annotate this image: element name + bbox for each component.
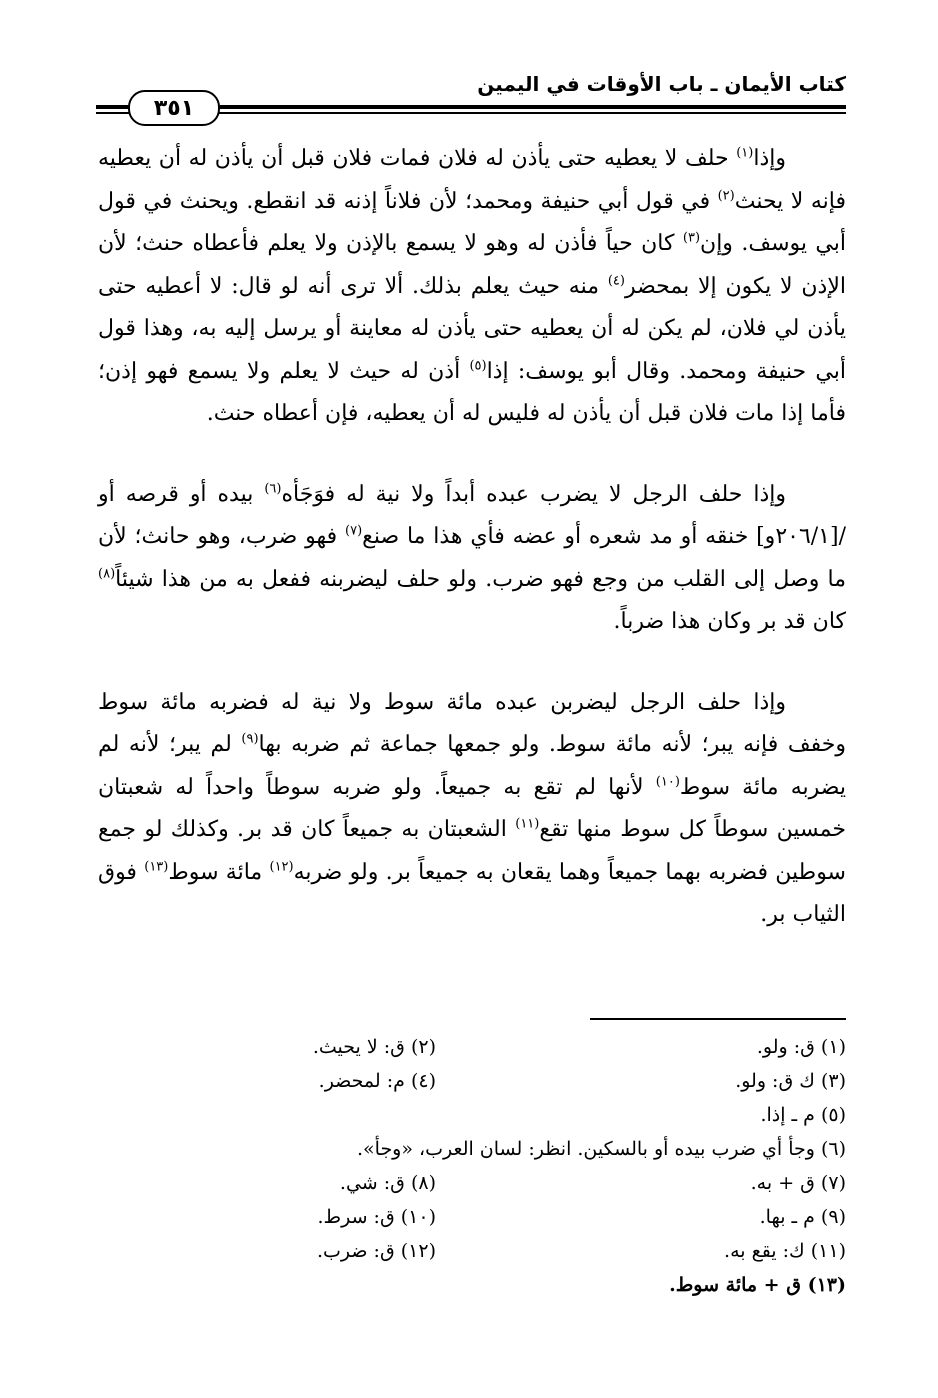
footnote: (٧) ق + به.	[750, 1172, 846, 1194]
footnote-marker: (٥)	[469, 358, 487, 374]
footnote: (١) ق: ولو.	[756, 1036, 846, 1058]
footnote: (٣) ك ق: ولو.	[735, 1070, 846, 1092]
footnote-marker: (٣)	[682, 230, 701, 246]
footnote-marker: (٨)	[98, 566, 116, 582]
footnote: (٢) ق: لا يحيث.	[312, 1036, 436, 1058]
footnote: (٤) م: لمحضر.	[318, 1070, 436, 1092]
footnote: (١٠) ق: سرط.	[317, 1206, 436, 1228]
footnote: (٦) وجأ أي ضرب بيده أو بالسكين. انظر: لسان العرب، «وجأ».	[356, 1138, 846, 1160]
footnote-marker: (١٠)	[655, 774, 680, 790]
footnote-marker: (٢)	[717, 188, 735, 204]
footnote-marker: (٦)	[264, 481, 282, 497]
footnote-row	[96, 1064, 846, 1098]
footnote-row	[96, 1166, 846, 1200]
footnotes	[96, 1030, 846, 1302]
footnote-marker: (٩)	[241, 731, 259, 747]
footnote-marker: (١١)	[515, 816, 540, 832]
footnote-marker: (٧)	[345, 523, 363, 539]
footnote-marker: (١٣)	[144, 859, 169, 875]
running-title: كتاب الأيمان ـ باب الأوقات في اليمين	[477, 72, 846, 96]
footnote: (١١) ك: يقع به.	[724, 1240, 846, 1262]
paragraph: وإذا حلف الرجل لا يضرب عبده أبداً ولا نية له فوَجَأه$^{(٦)}$ بيده أو قرصه أو /[٢٠٦/١و] خنقه أو مد شعره أو عضه فأي هذا ما صنع$^{(٧)}$ فهو ضرب، وهو حانث؛ لأن ما وصل إلى القلب من وجع فهو ضرب. ولو حلف ليضربنه ففعل به من هذا شيئاً$^{(٨)}$ كان قد بر وكان هذا ضرباً.	[98, 481, 846, 634]
footnote-separator	[590, 1018, 846, 1020]
paragraph: وإذا حلف الرجل ليضربن عبده مائة سوط ولا نية له فضربه مائة سوط وخفف فإنه يبر؛ لأنه مائة سوط. ولو جمعها جماعة ثم ضربه بها$^{(٩)}$ لم يبر؛ لأنه لم يضربه مائة سوط$^{(١٠)}$ لأنها لم تقع به جميعاً. ولو ضربه سوطاً واحداً له شعبتان خمسين سوطاً كل سوط منها تقع$^{(١١)}$ الشعبتان به جميعاً كان قد بر. وكذلك لو جمع سوطين فضربه بهما جميعاً وهما يقعان به جميعاً بر. ولو ضربه$^{(١٢)}$ مائة سوط$^{(١٣)}$ فوق الثياب بر.	[98, 689, 846, 927]
paragraph: وإذا$^{(١)}$ حلف لا يعطيه حتى يأذن له فلان فمات فلان قبل أن يأذن له أن يعطيه فإنه لا يحنث$^{(٢)}$ في قول أبي حنيفة ومحمد؛ لأن فلاناً إذنه قد انقطع. ويحنث في قول أبي يوسف. وإن$^{(٣)}$ كان حياً فأذن له وهو لا يسمع بالإذن ولا يعلم فأعطاه حنث؛ لأن الإذن لا يكون إلا بمحضر$^{(٤)}$ منه حيث يعلم بذلك. ألا ترى أنه لو قال: لا أعطيه حتى يأذن لي فلان، لم يكن له أن يعطيه حتى يأذن له معاينة أو يرسل إليه به، وهذا قول أبي حنيفة ومحمد. وقال أبو يوسف: إذا$^{(٥)}$ أذن له حيث لا يعلم ولا يسمع فهو إذن؛ فأما إذا مات فلان قبل أن يأذن له فليس له أن يعطيه، فإن أعطاه حنث.	[98, 145, 847, 426]
footnote: (١٢) ق: ضرب.	[316, 1240, 436, 1262]
page-number: ٣٥١	[128, 90, 220, 126]
footnote: (١٣) ق + مائة سوط.	[669, 1274, 846, 1296]
footnote-row	[96, 1200, 846, 1234]
page-header	[96, 68, 846, 124]
footnote-marker: (٤)	[607, 273, 625, 289]
footnote: (٥) م ـ إذا.	[760, 1104, 846, 1126]
footnote-row	[96, 1030, 846, 1064]
footnote-marker: (١)	[736, 145, 754, 161]
main-text	[98, 138, 846, 937]
footnote: (٩) م ـ بها.	[759, 1206, 846, 1228]
footnote-row	[96, 1234, 846, 1268]
footnote-marker: (١٢)	[269, 859, 294, 875]
footnote: (٨) ق: شي.	[339, 1172, 436, 1194]
